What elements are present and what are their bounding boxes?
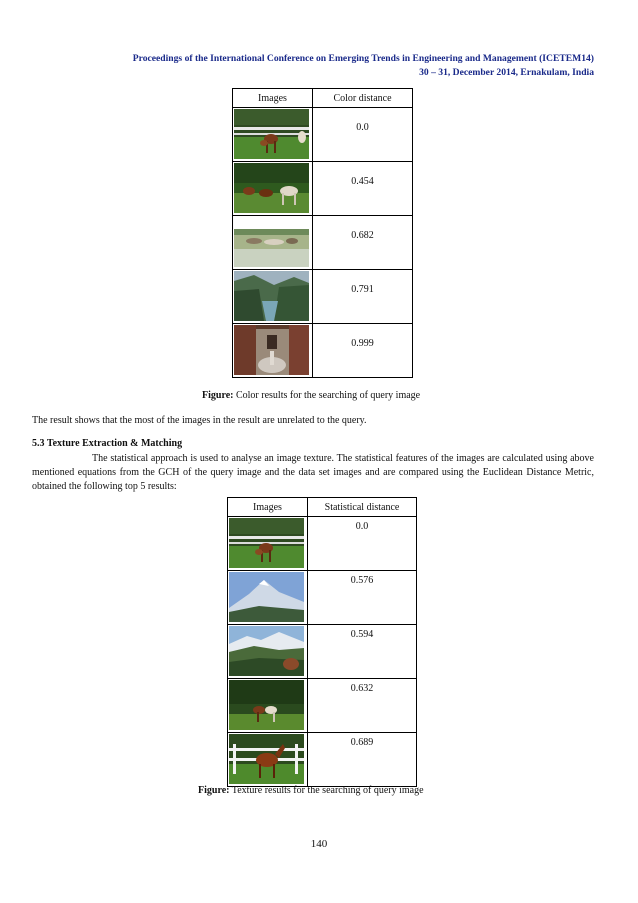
column-header-color-distance: Color distance bbox=[313, 89, 413, 108]
column-header-images: Images bbox=[228, 498, 308, 517]
caption-label: Figure: bbox=[198, 785, 230, 796]
color-distance-value: 0.0 bbox=[313, 108, 413, 162]
horse-field-thumbnail bbox=[234, 109, 309, 159]
header-line-1: Proceedings of the International Conference on Emerging Trends in Engineering and Management (ICETEM14) bbox=[132, 53, 594, 64]
section-heading: 5.3 Texture Extraction & Matching bbox=[32, 438, 183, 449]
horses-group-thumbnail bbox=[234, 163, 309, 213]
caption-label: Figure: bbox=[202, 390, 234, 401]
caption-text: Texture results for the searching of query image bbox=[229, 785, 424, 796]
horse-field-thumbnail bbox=[229, 518, 304, 568]
table-row bbox=[233, 162, 413, 216]
header-line-2: 30 – 31, December 2014, Ernakulam, India bbox=[419, 67, 594, 78]
horses-trees-thumbnail bbox=[229, 680, 304, 730]
statistical-distance-value: 0.594 bbox=[308, 625, 417, 679]
table-header-row bbox=[228, 498, 417, 517]
table-row bbox=[228, 679, 417, 733]
color-distance-value: 0.682 bbox=[313, 216, 413, 270]
city-fountain-thumbnail bbox=[234, 325, 309, 375]
horse-fence-thumbnail bbox=[229, 734, 304, 784]
table-row bbox=[228, 517, 417, 571]
mountain-valley-thumbnail bbox=[234, 271, 309, 321]
proceedings-header bbox=[40, 52, 594, 80]
texture-results-table bbox=[227, 497, 417, 787]
table-row bbox=[233, 216, 413, 270]
color-figure-caption bbox=[202, 390, 420, 401]
statistical-distance-value: 0.632 bbox=[308, 679, 417, 733]
page-number: 140 bbox=[310, 838, 328, 850]
table-row bbox=[228, 625, 417, 679]
table-row bbox=[228, 733, 417, 787]
column-header-statistical-distance: Statistical distance bbox=[308, 498, 417, 517]
statistical-distance-value: 0.0 bbox=[308, 517, 417, 571]
color-distance-value: 0.454 bbox=[313, 162, 413, 216]
color-distance-value: 0.791 bbox=[313, 270, 413, 324]
caption-text: Color results for the searching of query image bbox=[233, 390, 421, 401]
table-row bbox=[233, 108, 413, 162]
table-row bbox=[233, 270, 413, 324]
table-row bbox=[228, 571, 417, 625]
result-sentence: The result shows that the most of the images in the result are unrelated to the query. bbox=[32, 415, 367, 426]
mountain-forest-thumbnail bbox=[229, 626, 304, 676]
savanna-animals-thumbnail bbox=[234, 217, 309, 267]
texture-figure-caption bbox=[198, 785, 424, 796]
table-row bbox=[233, 324, 413, 378]
table-header-row bbox=[233, 89, 413, 108]
snowy-mountain-thumbnail bbox=[229, 572, 304, 622]
color-results-table bbox=[232, 88, 413, 378]
section-paragraph: The statistical approach is used to analyse an image texture. The statistical features of the images are calculated using above mentioned equations from the GCH of the query image and the data set images and are compared using the Euclidean Distance Metric, obtained the following top 5 results: bbox=[32, 453, 594, 492]
statistical-distance-value: 0.576 bbox=[308, 571, 417, 625]
statistical-distance-value: 0.689 bbox=[308, 733, 417, 787]
column-header-images: Images bbox=[233, 89, 313, 108]
color-distance-value: 0.999 bbox=[313, 324, 413, 378]
